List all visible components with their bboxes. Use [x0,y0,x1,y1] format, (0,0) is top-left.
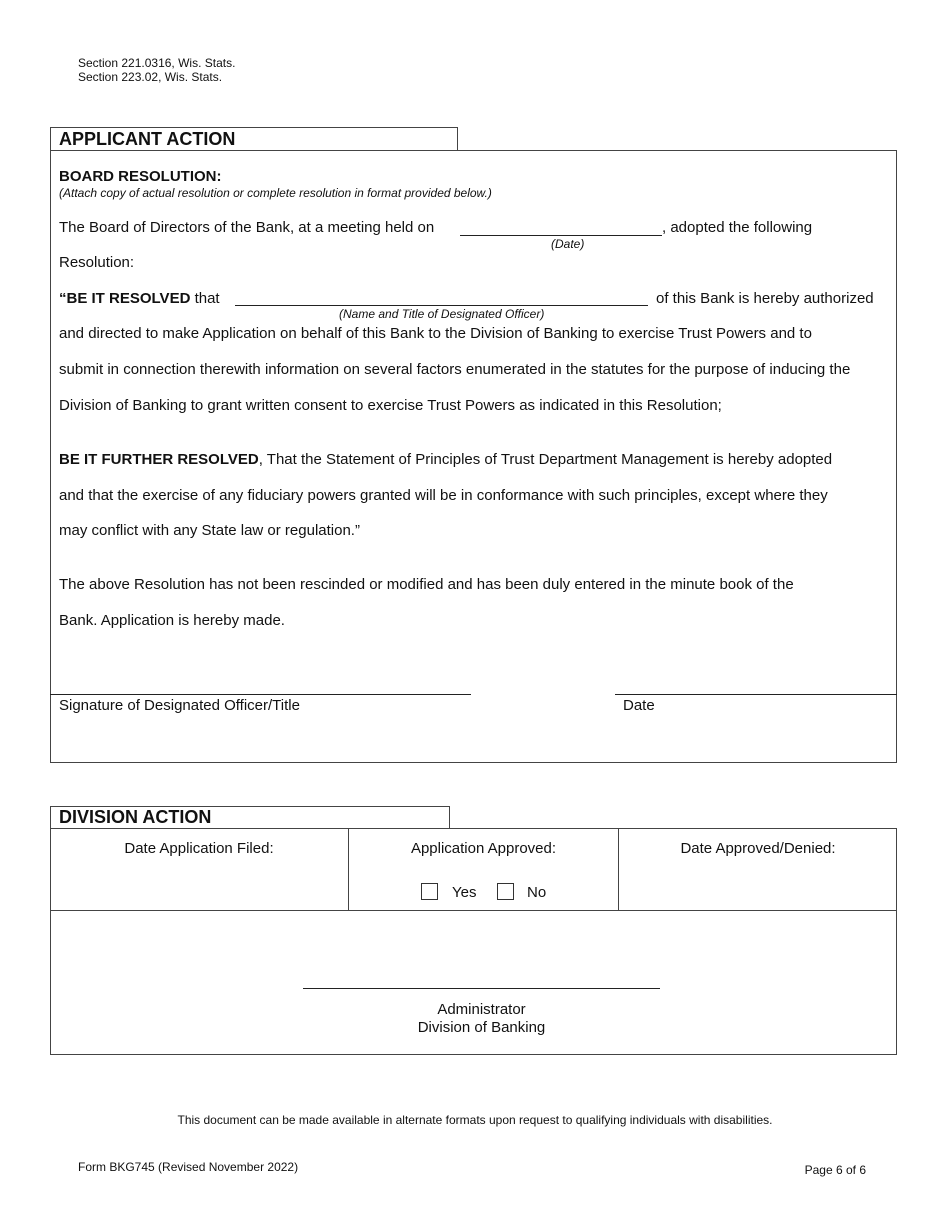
board-resolution-heading: BOARD RESOLUTION: [59,168,222,185]
no-checkbox[interactable] [497,883,514,900]
division-title: DIVISION ACTION [59,807,212,827]
no-label: No [527,884,547,901]
resolution-line-4: Division of Banking to grant written consent to exercise Trust Powers as indicated in this Resolution; [59,397,722,414]
signature-field[interactable] [50,694,471,695]
meeting-suffix: , adopted the following [662,219,813,236]
designated-officer-field[interactable] [235,305,648,306]
division-of-banking-label: Division of Banking [417,1019,546,1036]
meeting-prefix: The Board of Directors of the Bank, at a meeting held on [59,219,435,236]
further-rest: , That the Statement of Principles of Trust Department Management is hereby adopted [258,451,833,468]
yes-checkbox[interactable] [421,883,438,900]
further-bold: BE IT FURTHER RESOLVED [59,451,259,468]
accessibility-note: This document can be made available in alternate formats upon request to qualifying individuals with disabilities. [177,1113,773,1127]
form-number: Form BKG745 (Revised November 2022) [78,1160,299,1174]
statute-line-1: Section 221.0316, Wis. Stats. [78,56,236,70]
further-resolved-line-2: and that the exercise of any fiduciary powers granted will be in conformance with such principles, except where they [59,487,828,504]
date-caption: (Date) [551,237,585,251]
resolution-line-3: submit in connection therewith information on several factors enumerated in the statutes for the purpose of inducing the [59,361,851,378]
further-resolved-line-3: may conflict with any State law or regulation.” [59,522,360,539]
resolution-label: Resolution: [59,254,135,271]
divider-row [50,910,897,911]
applicant-title: APPLICANT ACTION [59,129,236,149]
meeting-date-field[interactable] [460,235,662,236]
officer-caption: (Name and Title of Designated Officer) [339,307,545,321]
yes-label: Yes [452,884,477,901]
resolved-suffix: of this Bank is hereby authorized [656,290,874,307]
board-resolution-note: (Attach copy of actual resolution or complete resolution in format provided below.) [59,186,492,200]
signature-date-label: Date [623,697,655,714]
date-application-filed-label: Date Application Filed: [124,840,274,857]
resolution-line-2: and directed to make Application on behalf of this Bank to the Division of Banking to exercise Trust Powers and to [59,325,812,342]
administrator-label: Administrator [437,1001,526,1018]
page-number: Page 6 of 6 [804,1163,866,1177]
above-line-1: The above Resolution has not been rescinded or modified and has been duly entered in the minute book of the [59,576,794,593]
application-approved-label: Application Approved: [410,840,557,857]
above-line-2: Bank. Application is hereby made. [59,612,285,629]
resolved-that: that [190,290,220,307]
resolved-intro [59,290,220,307]
administrator-signature-field[interactable] [303,988,660,989]
resolved-bold: “BE IT RESOLVED [59,290,191,307]
signature-label: Signature of Designated Officer/Title [59,697,300,714]
statute-line-2: Section 223.02, Wis. Stats. [78,70,223,84]
signature-date-field[interactable] [615,694,897,695]
further-resolved-line-1 [59,451,832,468]
date-approved-denied-label: Date Approved/Denied: [680,840,836,857]
